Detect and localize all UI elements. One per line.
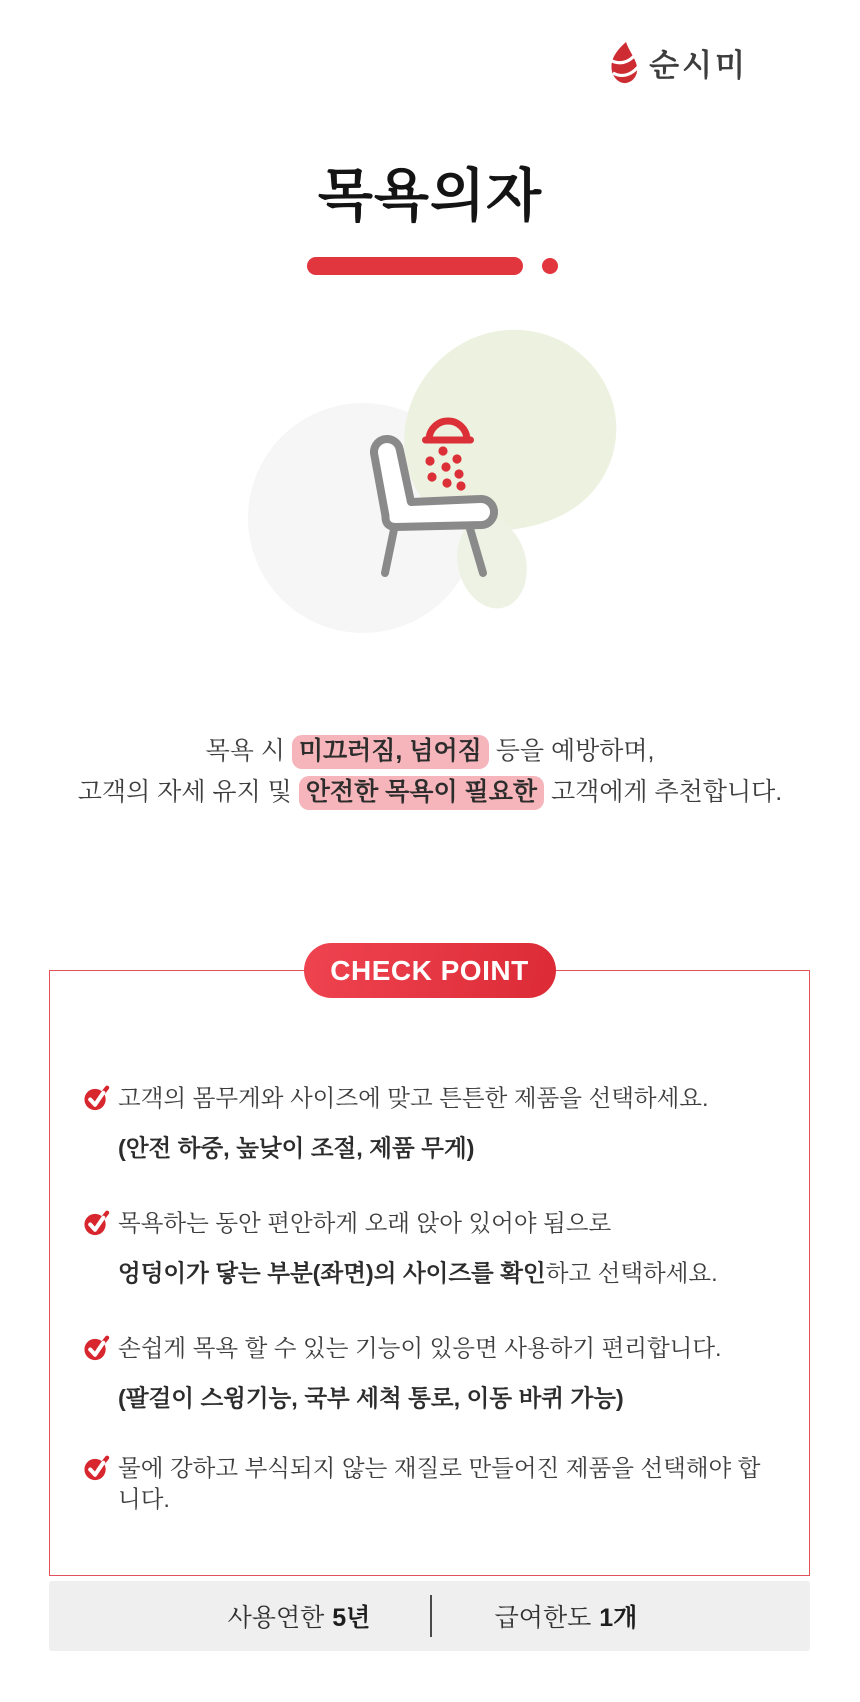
- shower-head-icon: [425, 421, 470, 491]
- checklist-text: 손쉽게 목욕 할 수 있는 기능이 있응면 사용하기 편리합니다.: [118, 1335, 722, 1361]
- usage-value: 5년: [332, 1604, 371, 1632]
- footer-info-band: [49, 1581, 810, 1651]
- benefit-limit: [446, 1581, 686, 1651]
- checklist-item: [83, 1208, 783, 1289]
- check-circle-icon: [83, 1455, 110, 1487]
- checklist-subtext: (팔걸이 스윙기능, 국부 세척 통로, 이동 바퀴 가능): [118, 1385, 624, 1411]
- title-underline-bar: [307, 257, 523, 275]
- checklist-item: [83, 1333, 783, 1414]
- bath-chair-illustration: [300, 355, 560, 615]
- highlighted-text: 미끄러짐, 넘어짐: [292, 735, 489, 769]
- flame-logo-icon: [609, 42, 639, 84]
- benefit-value: 1개: [599, 1604, 638, 1632]
- benefit-label: 급여한도: [494, 1604, 592, 1632]
- checklist-text: 목욕하는 동안 편안하게 오래 앉아 있어야 됨으로: [118, 1210, 612, 1236]
- checklist-text: 물에 강하고 부식되지 않는 재질로 만들어진 제품을 선택해야 합니다.: [118, 1455, 761, 1512]
- checklist-item: [83, 1453, 783, 1515]
- intro-line-2: 고객의 자세 유지 및 안전한 목욕이 필요한 고객에게 추천합니다.: [0, 772, 860, 813]
- check-point-box: [49, 954, 810, 1576]
- intro-description: [0, 731, 860, 813]
- page-title: 목욕의자: [317, 164, 543, 228]
- intro-line-1: 목욕 시 미끄러짐, 넘어짐 등을 예방하며,: [0, 731, 860, 772]
- highlighted-text: 안전한 목욕이 필요한: [299, 776, 544, 810]
- check-circle-icon: [83, 1335, 110, 1367]
- usage-label: 사용연한: [227, 1604, 325, 1632]
- check-circle-icon: [83, 1085, 110, 1117]
- brand-logo: [609, 40, 748, 85]
- checklist-item: [83, 1083, 783, 1164]
- checklist-subtext: 엉덩이가 닿는 부분(좌면)의 사이즈를 확인하고 선택하세요.: [118, 1260, 718, 1286]
- check-circle-icon: [83, 1210, 110, 1242]
- check-point-badge: CHECK POINT: [304, 943, 556, 998]
- title-underline-dot: [542, 258, 558, 274]
- checklist-text: 고객의 몸무게와 사이즈에 맞고 튼튼한 제품을 선택하세요.: [118, 1085, 709, 1111]
- brand-name: 순시미: [649, 48, 748, 83]
- usage-period: [179, 1581, 419, 1651]
- checklist-subtext: (안전 하중, 높낮이 조절, 제품 무게): [118, 1135, 475, 1161]
- footer-divider: [430, 1595, 432, 1637]
